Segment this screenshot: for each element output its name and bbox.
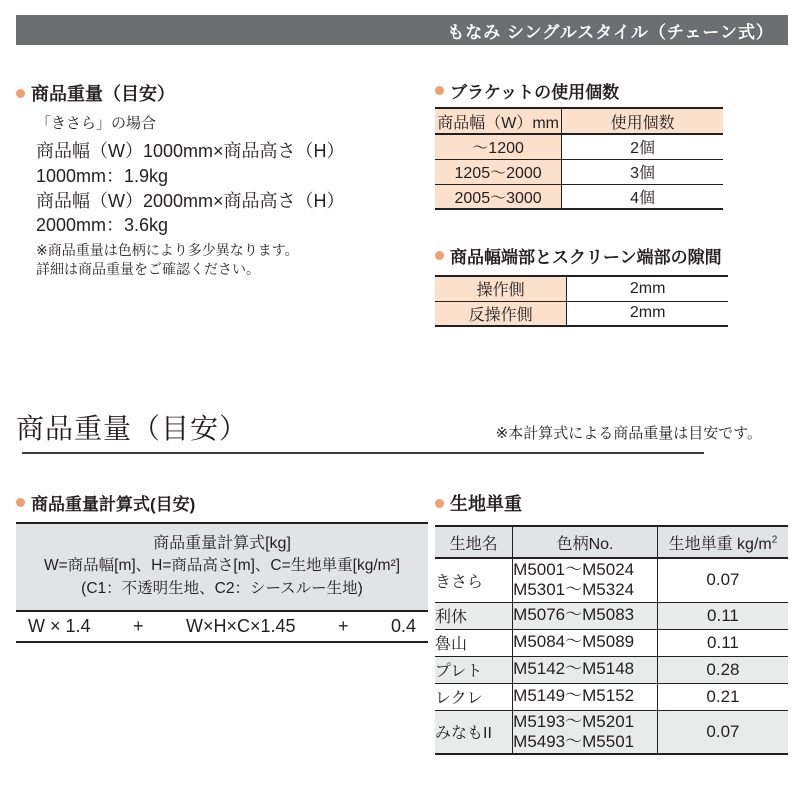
col-header-color-no: 色柄No. xyxy=(513,526,658,558)
color-codes-cell xyxy=(513,629,658,656)
count-cell: 2個 xyxy=(562,134,723,159)
formula-term: W×H×C×1.45 xyxy=(185,616,296,637)
gap-value-cell: 2mm xyxy=(567,301,728,326)
table-row xyxy=(435,629,788,656)
bracket-count-heading-label: ブラケットの使用個数 xyxy=(450,83,620,102)
unit-weight-cell: 0.11 xyxy=(657,602,788,629)
formula-plus-sign: + xyxy=(132,616,144,637)
weight-formula-table xyxy=(16,522,428,643)
table-row xyxy=(435,301,728,326)
bullet-icon xyxy=(435,499,444,508)
table-row xyxy=(435,159,723,184)
table-row xyxy=(435,656,788,683)
fabric-name-cell: みなもII xyxy=(435,710,513,754)
table-row xyxy=(435,558,788,602)
table-row xyxy=(435,134,723,159)
weight-formula-section xyxy=(16,490,428,643)
product-series-title: もなみ シングルスタイル（チェーン式） xyxy=(447,22,774,42)
formula-definition-box xyxy=(16,524,428,612)
side-label-cell: 反操作側 xyxy=(435,301,567,326)
count-cell: 4個 xyxy=(562,184,723,209)
unit-weight-cell: 0.07 xyxy=(657,558,788,602)
section-title-row xyxy=(16,410,762,448)
table-row xyxy=(435,276,728,301)
gap-value-cell: 2mm xyxy=(567,276,728,301)
unit-superscript: 2 xyxy=(771,534,778,546)
table-header-row xyxy=(435,108,723,134)
weight-spec-line: 商品幅（W）1000mm×商品高さ（H）1000mm：1.9kg xyxy=(36,141,345,186)
fabric-name-cell: プレト xyxy=(435,656,513,683)
bracket-count-table xyxy=(435,107,723,210)
count-cell: 3個 xyxy=(562,159,723,184)
case-label: 「きさら」の場合 xyxy=(36,115,157,132)
edge-gap-table xyxy=(435,275,728,327)
weight-formula-heading-label: 商品重量計算式(目安) xyxy=(31,495,196,514)
edge-gap-heading xyxy=(435,243,728,268)
weight-overview-heading-label: 商品重量（目安） xyxy=(31,84,175,104)
color-codes-cell xyxy=(513,683,658,710)
formula-term: 0.4 xyxy=(390,616,416,637)
weight-formula-heading xyxy=(16,490,428,515)
fabric-weight-section xyxy=(435,490,788,755)
unit-weight-cell: 0.11 xyxy=(657,629,788,656)
edge-gap-heading-label: 商品幅端部とスクリーン端部の隙間 xyxy=(450,248,722,267)
weight-notes xyxy=(36,241,430,278)
title-underline xyxy=(22,452,704,454)
code-line: M5001～M5024 xyxy=(513,560,635,580)
color-codes-cell xyxy=(513,558,658,602)
bullet-icon xyxy=(435,86,444,95)
code-line: M5149～M5152 xyxy=(513,686,635,706)
col-header-unit-weight xyxy=(657,526,788,558)
table-row xyxy=(435,710,788,754)
bullet-icon xyxy=(16,498,25,507)
code-line: M5493～M5501 xyxy=(513,731,635,751)
formula-fabric-types-line: (C1：不透明生地、C2：シースルー生地) xyxy=(81,579,363,597)
weight-note-line: ※商品重量は色柄により多少異なります。 xyxy=(36,242,299,259)
color-codes-cell xyxy=(513,710,658,754)
fabric-name-cell: 魯山 xyxy=(435,629,513,656)
side-label-cell: 操作側 xyxy=(435,276,567,301)
code-line: M5084～M5089 xyxy=(513,632,635,652)
fabric-name-cell: レクレ xyxy=(435,683,513,710)
fabric-name-cell: 利休 xyxy=(435,602,513,629)
formula-term: W × 1.4 xyxy=(28,616,91,637)
width-range-cell: 1205～2000 xyxy=(435,159,562,184)
unit-weight-cell: 0.28 xyxy=(657,656,788,683)
header-bar xyxy=(16,15,788,45)
weight-note-line: 詳細は商品重量をご確認ください。 xyxy=(36,260,260,277)
formula-title-line: 商品重量計算式[kg] xyxy=(153,535,291,552)
page-title-note: ※本計算式による商品重量は目安です。 xyxy=(495,425,762,442)
unit-label: 生地単重 kg/m xyxy=(668,535,772,553)
fabric-weight-heading xyxy=(435,490,788,516)
fabric-name-cell: きさら xyxy=(435,558,513,602)
width-range-cell: 2005～3000 xyxy=(435,184,562,209)
fabric-weight-table xyxy=(435,525,788,755)
table-header-row xyxy=(435,526,788,558)
bracket-count-heading xyxy=(435,78,723,103)
unit-weight-cell: 0.07 xyxy=(657,710,788,754)
col-header-fabric-name: 生地名 xyxy=(435,526,513,558)
table-row xyxy=(435,184,723,209)
col-header-count: 使用個数 xyxy=(562,108,723,134)
weight-overview-section xyxy=(16,80,430,278)
formula-variables-line: W=商品幅[m]、H=商品高さ[m]、C=生地単重[kg/m²] xyxy=(43,557,401,575)
page-title: 商品重量（目安） xyxy=(16,413,249,444)
code-line: M5076～M5083 xyxy=(513,605,635,625)
code-line: M5193～M5201 xyxy=(513,711,635,731)
fabric-weight-heading-label: 生地単重 xyxy=(450,494,522,514)
table-row xyxy=(435,602,788,629)
width-range-cell: ～1200 xyxy=(435,134,562,159)
bullet-icon xyxy=(435,251,444,260)
formula-expression-row xyxy=(16,612,428,641)
formula-plus-sign: + xyxy=(337,616,349,637)
code-line: M5142～M5148 xyxy=(513,659,635,679)
bracket-count-section xyxy=(435,78,723,210)
code-line: M5301～M5324 xyxy=(513,580,635,600)
weight-overview-heading xyxy=(16,80,430,106)
unit-weight-cell: 0.21 xyxy=(657,683,788,710)
bullet-icon xyxy=(16,89,25,98)
color-codes-cell xyxy=(513,656,658,683)
edge-gap-section xyxy=(435,243,728,327)
table-row xyxy=(435,683,788,710)
color-codes-cell xyxy=(513,602,658,629)
col-header-width: 商品幅（W）mm xyxy=(435,108,562,134)
weight-spec-line: 商品幅（W）2000mm×商品高さ（H）2000mm：3.6kg xyxy=(36,190,345,236)
